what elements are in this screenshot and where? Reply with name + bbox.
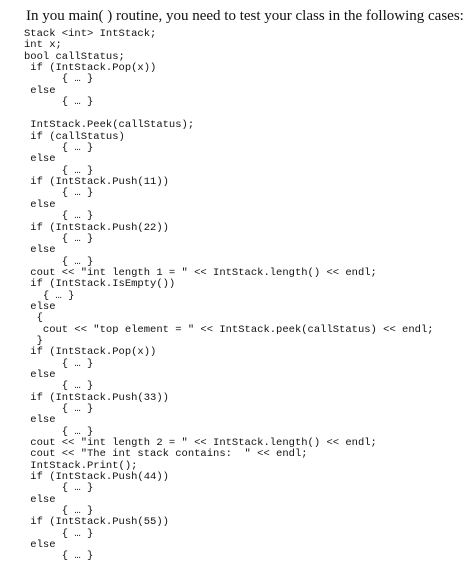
code-line: { … }: [24, 505, 94, 518]
code-line: cout << "int length 2 = " << IntStack.length() << endl;: [24, 437, 377, 450]
code-line: { … }: [24, 403, 94, 415]
code-line: else: [24, 198, 56, 211]
code-line: { … }: [24, 425, 94, 438]
code-line: if (IntStack.Push(55)): [24, 516, 169, 529]
code-line: if (callStatus): [24, 130, 125, 143]
page-heading: In you main( ) routine, you need to test your class in the following cases:: [26, 8, 464, 24]
code-line: else: [24, 493, 56, 506]
code-line: cout << "int length 1 = " << IntStack.length() << endl;: [24, 266, 377, 279]
code-line: IntStack.Peek(callStatus);: [24, 119, 195, 132]
code-line: else: [24, 84, 56, 97]
code-line: { … }: [24, 255, 94, 268]
code-line: if (IntStack.Pop(x)): [24, 62, 157, 75]
code-line: if (IntStack.Push(11)): [24, 176, 169, 189]
code-line: bool callStatus;: [24, 50, 125, 63]
code-line: { … }: [24, 96, 94, 109]
code-line: { … }: [24, 164, 94, 177]
code-line: else: [24, 244, 56, 257]
code-line: cout << "top element = " << IntStack.peek(callStatus) << endl;: [24, 323, 434, 336]
code-line: if (IntStack.Push(33)): [24, 391, 169, 404]
code-line: else: [24, 539, 56, 552]
code-line: { … }: [24, 550, 94, 563]
code-line: if (IntStack.Push(44)): [24, 471, 169, 484]
code-line: IntStack.Print();: [24, 459, 138, 472]
code-line: cout << "The int stack contains: " << endl;: [24, 448, 308, 461]
code-line: {: [24, 312, 43, 325]
code-line: if (IntStack.Push(22)): [24, 221, 169, 234]
code-line: else: [24, 300, 56, 313]
code-line: { … }: [24, 187, 94, 200]
code-line: int x;: [24, 39, 62, 52]
code-line: { … }: [24, 210, 94, 223]
code-line: { … }: [24, 142, 94, 155]
code-line: }: [24, 334, 43, 347]
code-line: { … }: [24, 380, 94, 393]
code-line: if (IntStack.Pop(x)): [24, 346, 157, 359]
code-line: else: [24, 153, 56, 166]
code-block: [24, 29, 434, 563]
code-line: { … }: [24, 232, 94, 245]
code-line: else: [24, 368, 56, 381]
code-line: else: [24, 414, 56, 427]
code-line: { … }: [24, 73, 94, 86]
code-line: { … }: [24, 357, 94, 370]
code-line: Stack <int> IntStack;: [24, 28, 157, 40]
code-line: { … }: [24, 482, 94, 495]
code-line: { … }: [24, 527, 94, 540]
code-line: if (IntStack.IsEmpty()): [24, 278, 176, 291]
code-line: { … }: [24, 289, 75, 302]
